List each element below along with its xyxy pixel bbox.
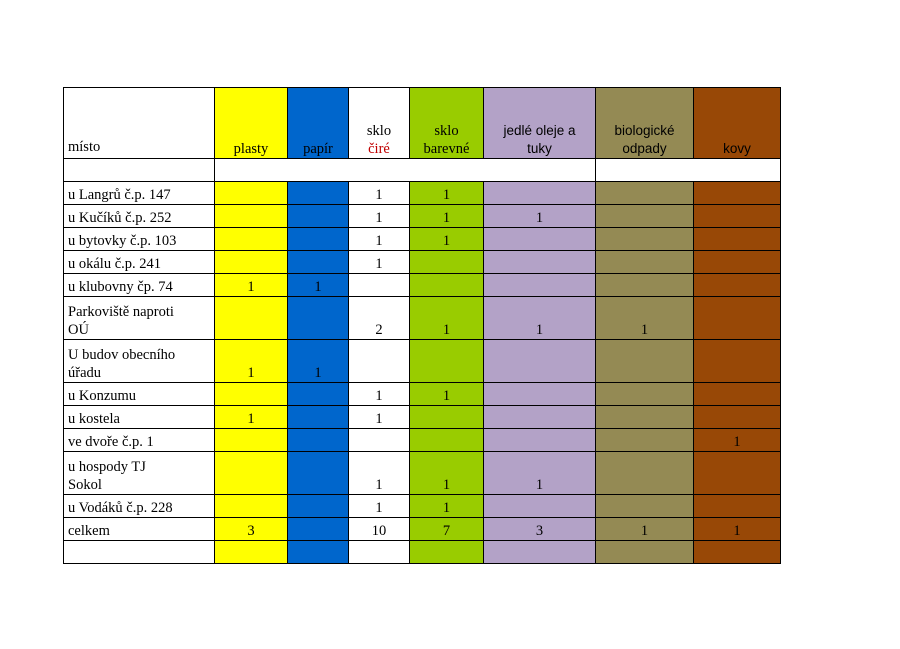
count-cell-plasty <box>215 429 288 452</box>
total-row <box>64 518 781 541</box>
count-cell-plasty: 1 <box>215 340 288 383</box>
count-cell-kovy <box>694 383 781 406</box>
count-cell-sklo <box>349 340 410 383</box>
count-cell-papir <box>288 429 349 452</box>
count-cell-plasty: 1 <box>215 406 288 429</box>
place-cell: u Konzumu <box>64 383 215 406</box>
count-cell-sklo <box>349 274 410 297</box>
spacer-cell <box>215 159 596 182</box>
table-body <box>64 182 781 541</box>
count-cell-bio <box>596 251 694 274</box>
count-cell-sklo: 1 <box>349 205 410 228</box>
count-cell-sklo: 1 <box>349 406 410 429</box>
count-cell-sklo: 1 <box>349 495 410 518</box>
count-cell-papir: 1 <box>288 340 349 383</box>
count-cell-sklo: 1 <box>349 228 410 251</box>
count-cell-plasty <box>215 205 288 228</box>
empty-cell <box>484 541 596 564</box>
count-cell-plasty <box>215 452 288 495</box>
count-cell-sklo: 10 <box>349 518 410 541</box>
table-row <box>64 274 781 297</box>
count-cell-oleje <box>484 383 596 406</box>
table-row <box>64 228 781 251</box>
place-line1: u hospody TJ <box>68 459 146 475</box>
count-cell-oleje <box>484 182 596 205</box>
count-cell-sklo: 1 <box>349 182 410 205</box>
place-cell: u Vodáků č.p. 228 <box>64 495 215 518</box>
count-cell-kovy <box>694 182 781 205</box>
count-cell-barevne <box>410 274 484 297</box>
count-cell-barevne: 1 <box>410 383 484 406</box>
count-cell-plasty <box>215 495 288 518</box>
header-sklo-cire-line2: čiré <box>368 141 390 157</box>
count-cell-bio <box>596 274 694 297</box>
count-cell-papir <box>288 383 349 406</box>
header-row <box>64 88 781 159</box>
count-cell-papir <box>288 518 349 541</box>
header-oleje <box>484 88 596 159</box>
header-plasty: plasty <box>215 88 288 159</box>
place-cell: u klubovny čp. 74 <box>64 274 215 297</box>
count-cell-kovy: 1 <box>694 518 781 541</box>
place-line2: OÚ <box>68 322 89 338</box>
table-row <box>64 205 781 228</box>
count-cell-oleje <box>484 251 596 274</box>
count-cell-bio <box>596 205 694 228</box>
count-cell-kovy <box>694 228 781 251</box>
empty-cell <box>288 541 349 564</box>
count-cell-papir: 1 <box>288 274 349 297</box>
count-cell-kovy <box>694 297 781 340</box>
count-cell-bio: 1 <box>596 297 694 340</box>
place-cell: celkem <box>64 518 215 541</box>
empty-cell <box>694 541 781 564</box>
table-row <box>64 383 781 406</box>
count-cell-barevne <box>410 406 484 429</box>
count-cell-papir <box>288 205 349 228</box>
table-row <box>64 340 781 383</box>
place-cell: u okálu č.p. 241 <box>64 251 215 274</box>
place-cell <box>64 340 215 383</box>
count-cell-barevne <box>410 251 484 274</box>
empty-cell <box>596 541 694 564</box>
count-cell-papir <box>288 495 349 518</box>
table-row <box>64 182 781 205</box>
count-cell-kovy: 1 <box>694 429 781 452</box>
count-cell-barevne: 1 <box>410 228 484 251</box>
count-cell-oleje <box>484 406 596 429</box>
place-cell: ve dvoře č.p. 1 <box>64 429 215 452</box>
count-cell-plasty: 1 <box>215 274 288 297</box>
count-cell-kovy <box>694 340 781 383</box>
count-cell-papir <box>288 297 349 340</box>
table-row <box>64 251 781 274</box>
count-cell-plasty: 3 <box>215 518 288 541</box>
place-line1: U budov obecního <box>68 347 176 363</box>
place-cell <box>64 297 215 340</box>
waste-containers-table <box>63 87 781 564</box>
count-cell-kovy <box>694 495 781 518</box>
header-papir: papír <box>288 88 349 159</box>
empty-cell <box>215 541 288 564</box>
count-cell-barevne: 7 <box>410 518 484 541</box>
count-cell-bio <box>596 228 694 251</box>
empty-cell <box>64 541 215 564</box>
spacer-row <box>64 159 781 182</box>
place-line1: Parkoviště naproti <box>68 304 174 320</box>
place-line2: úřadu <box>68 365 102 381</box>
count-cell-kovy <box>694 274 781 297</box>
count-cell-kovy <box>694 452 781 495</box>
spacer-cell <box>596 159 781 182</box>
header-oleje-line2: tuky <box>527 141 552 156</box>
count-cell-kovy <box>694 205 781 228</box>
count-cell-barevne: 1 <box>410 297 484 340</box>
count-cell-bio <box>596 383 694 406</box>
count-cell-barevne: 1 <box>410 205 484 228</box>
count-cell-barevne: 1 <box>410 452 484 495</box>
place-cell: u bytovky č.p. 103 <box>64 228 215 251</box>
header-sklo-cire-line1: sklo <box>366 123 392 139</box>
count-cell-oleje: 3 <box>484 518 596 541</box>
count-cell-sklo <box>349 429 410 452</box>
count-cell-kovy <box>694 406 781 429</box>
empty-cell <box>410 541 484 564</box>
count-cell-barevne <box>410 429 484 452</box>
count-cell-plasty <box>215 297 288 340</box>
count-cell-oleje: 1 <box>484 205 596 228</box>
count-cell-bio <box>596 340 694 383</box>
count-cell-barevne <box>410 340 484 383</box>
count-cell-kovy <box>694 251 781 274</box>
header-bio-line2: odpady <box>622 141 667 156</box>
count-cell-bio <box>596 406 694 429</box>
count-cell-bio <box>596 182 694 205</box>
header-bio-line1: biologické <box>614 123 675 138</box>
header-bio <box>596 88 694 159</box>
count-cell-oleje: 1 <box>484 452 596 495</box>
count-cell-plasty <box>215 251 288 274</box>
count-cell-bio: 1 <box>596 518 694 541</box>
table-row <box>64 452 781 495</box>
count-cell-sklo: 2 <box>349 297 410 340</box>
table-row <box>64 495 781 518</box>
count-cell-plasty <box>215 182 288 205</box>
count-cell-barevne: 1 <box>410 495 484 518</box>
header-oleje-line1: jedlé oleje a <box>503 123 576 138</box>
empty-row <box>64 541 781 564</box>
place-cell: u Kučíků č.p. 252 <box>64 205 215 228</box>
header-sklo-barevne-line1: sklo <box>434 123 459 139</box>
empty-cell <box>349 541 410 564</box>
count-cell-oleje: 1 <box>484 297 596 340</box>
count-cell-sklo: 1 <box>349 452 410 495</box>
table-row <box>64 297 781 340</box>
place-cell <box>64 452 215 495</box>
count-cell-plasty <box>215 228 288 251</box>
count-cell-plasty <box>215 383 288 406</box>
count-cell-oleje <box>484 228 596 251</box>
header-kovy: kovy <box>694 88 781 159</box>
count-cell-oleje <box>484 274 596 297</box>
header-sklo-barevne <box>410 88 484 159</box>
count-cell-bio <box>596 429 694 452</box>
place-cell: u Langrů č.p. 147 <box>64 182 215 205</box>
count-cell-bio <box>596 495 694 518</box>
header-sklo-barevne-line2: barevné <box>423 141 470 157</box>
count-cell-oleje <box>484 429 596 452</box>
count-cell-oleje <box>484 340 596 383</box>
table-row <box>64 429 781 452</box>
count-cell-sklo: 1 <box>349 383 410 406</box>
header-sklo-cire <box>349 88 410 159</box>
place-line2: Sokol <box>68 477 102 493</box>
count-cell-sklo: 1 <box>349 251 410 274</box>
count-cell-papir <box>288 452 349 495</box>
header-place: místo <box>64 88 215 159</box>
count-cell-oleje <box>484 495 596 518</box>
place-cell: u kostela <box>64 406 215 429</box>
table-row <box>64 406 781 429</box>
count-cell-papir <box>288 182 349 205</box>
count-cell-papir <box>288 406 349 429</box>
count-cell-papir <box>288 251 349 274</box>
count-cell-barevne: 1 <box>410 182 484 205</box>
count-cell-bio <box>596 452 694 495</box>
count-cell-papir <box>288 228 349 251</box>
spacer-cell <box>64 159 215 182</box>
